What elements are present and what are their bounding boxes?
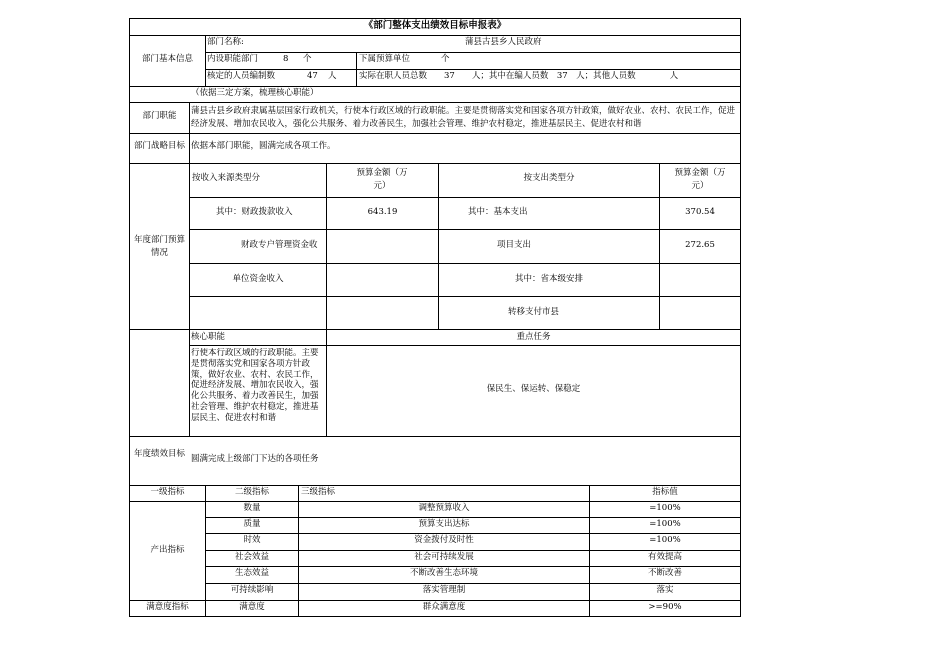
expense-amount-header: 预算金额（万元）	[674, 168, 726, 191]
level2-cell: 满意度	[239, 602, 265, 612]
duties-label: 部门职能	[142, 111, 177, 121]
income-amount: 643.19	[367, 207, 398, 217]
level3-cell: 群众满意度	[422, 602, 466, 612]
strategy-label: 部门战略目标	[133, 141, 185, 151]
annual-goal-label: 年度绩效目标	[133, 449, 185, 459]
output-indicator-label: 产出指标	[150, 545, 185, 555]
value-cell: =100%	[649, 519, 681, 529]
value-cell: >=90%	[648, 602, 682, 612]
level3-cell: 落实管理制	[422, 585, 466, 595]
key-task-header: 重点任务	[516, 332, 551, 342]
expense-type: 其中：基本支出	[468, 207, 528, 217]
level2-cell: 时效	[243, 535, 261, 545]
level3-cell: 调整预算收入	[418, 503, 470, 513]
value-cell: 不断改善	[647, 568, 682, 578]
income-source: 其中：财政拨款收入	[216, 207, 293, 217]
value-header: 指标值	[652, 487, 678, 497]
level2-cell: 生态效益	[234, 568, 269, 578]
duties-note: （依据三定方案，梳理核心职能）	[191, 88, 319, 98]
level2-cell: 质量	[243, 519, 261, 529]
expense-type: 项目支出	[496, 240, 531, 250]
basic-info-label: 部门基本信息	[141, 54, 193, 64]
level1-header: 一级指标	[150, 487, 185, 497]
internal-dept-count: 8	[283, 54, 289, 64]
expense-type: 其中：省本级安排	[514, 274, 583, 284]
income-source: 单位资金收入	[232, 274, 284, 284]
core-function-header: 核心职能	[191, 332, 226, 342]
sub-units-label: 下属预算单位	[359, 54, 411, 64]
income-amount-header: 预算金额（万元）	[356, 168, 408, 191]
staff-quota-label: 核定的人员编制数	[207, 71, 276, 81]
value-cell: 有效提高	[647, 552, 682, 562]
duties-text: 蒲县古县乡政府隶属基层国家行政机关，行使本行政区域的行政职能。主要是贯彻落实党和国家各项方针政策，做好农业、农村、农民工作，促进经济发展、增加农民收入，强化公共服务、着力改善民生，加强社会管理、维护农村稳定，推进基层民主、促进农村和谐	[191, 106, 736, 129]
strategy-text: 依据本部门职能，圆满完成各项工作。	[191, 141, 336, 151]
income-type-header: 按收入来源类型分	[192, 173, 261, 183]
level2-cell: 数量	[243, 503, 261, 513]
level3-cell: 预算支出达标	[418, 519, 470, 529]
budget-section-label: 年度部门预算情况	[133, 235, 185, 258]
dept-name-value: 蒲县古县乡人民政府	[465, 37, 542, 47]
internal-dept-unit: 个	[303, 54, 312, 64]
sub-units-unit: 个	[441, 54, 450, 64]
level2-header: 二级指标	[234, 487, 269, 497]
level2-cell: 可持续影响	[230, 585, 274, 595]
level2-cell: 社会效益	[234, 552, 269, 562]
satisfaction-indicator-label: 满意度指标	[146, 602, 189, 612]
form-title: 《部门整体支出绩效目标申报表》	[363, 20, 507, 31]
expense-type-header: 按支出类型分	[523, 173, 575, 183]
staff-quota-count: 47	[307, 71, 318, 81]
level3-cell: 资金拨付及时性	[414, 535, 474, 545]
value-cell: =100%	[649, 503, 681, 513]
expense-amount: 370.54	[685, 207, 715, 217]
actual-staff-text: 实际在职人员总数 37 人；其中在编人员数 37 人；其他人员数 人	[359, 71, 679, 81]
staff-quota-unit: 人	[328, 71, 337, 81]
dept-name-label: 部门名称:	[207, 37, 244, 47]
key-task-text: 保民生、保运转、保稳定	[486, 384, 581, 394]
expense-amount: 272.65	[685, 240, 715, 250]
level3-cell: 社会可持续发展	[414, 552, 474, 562]
core-function-text: 行使本行政区域的行政职能。主要是贯彻落实党和国家各项方针政策，做好农业、农村、农民工作，促进经济发展、增加农民收入，强化公共服务、着力改善民生，加强社会管理、维护农村稳定，推进基层民主、促进农村和谐	[191, 348, 319, 423]
value-cell: =100%	[649, 535, 681, 545]
internal-dept-label: 内设职能部门	[207, 54, 259, 64]
income-source: 财政专户管理资金收	[241, 240, 318, 250]
value-cell: 落实	[656, 585, 674, 595]
level3-cell: 不断改善生态环境	[409, 568, 478, 578]
annual-goal-text: 圆满完成上级部门下达的各项任务	[191, 454, 319, 464]
level3-header: 三级指标	[301, 487, 336, 497]
expense-type: 转移支付市县	[508, 307, 560, 317]
